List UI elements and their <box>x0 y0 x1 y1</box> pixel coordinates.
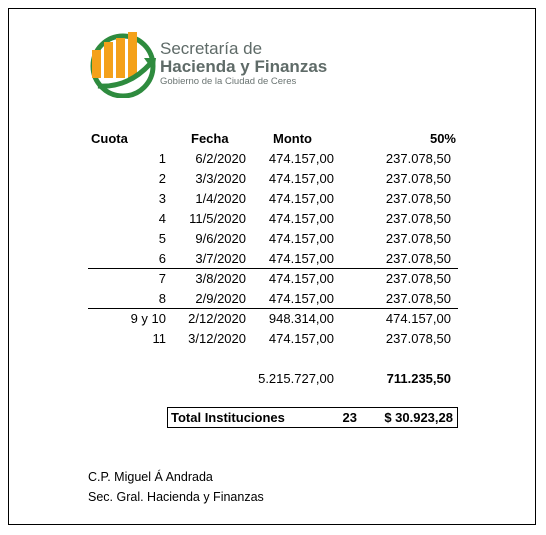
table-cell-pct: 237.078,50 <box>385 331 451 346</box>
table-cell-monto: 474.157,00 <box>268 191 334 206</box>
total-pct: 711.235,50 <box>386 371 451 386</box>
table-cell-monto: 474.157,00 <box>268 291 334 306</box>
table-cell-monto: 474.157,00 <box>268 151 334 166</box>
table-cell-cuota: 9 y 10 <box>130 311 166 326</box>
table-cell-cuota: 7 <box>158 271 166 286</box>
table-cell-pct: 237.078,50 <box>385 251 451 266</box>
table-cell-pct: 237.078,50 <box>385 291 451 306</box>
col-header-fecha: Fecha <box>191 131 229 146</box>
table-cell-fecha: 1/4/2020 <box>195 191 246 206</box>
table-cell-monto: 474.157,00 <box>268 271 334 286</box>
table-cell-pct: 237.078,50 <box>385 151 451 166</box>
table-cell-cuota: 5 <box>158 231 166 246</box>
instituciones-amount: $ 30.923,28 <box>384 410 453 425</box>
table-cell-pct: 237.078,50 <box>385 271 451 286</box>
table-cell-fecha: 3/12/2020 <box>188 331 246 346</box>
logo-text <box>160 40 327 88</box>
table-cell-monto: 474.157,00 <box>268 231 334 246</box>
table-cell-cuota: 2 <box>158 171 166 186</box>
table-cell-fecha: 3/7/2020 <box>195 251 246 266</box>
table-cell-cuota: 4 <box>158 211 166 226</box>
table-cell-fecha: 2/9/2020 <box>195 291 246 306</box>
signature-name: C.P. Miguel Á Andrada <box>88 470 213 484</box>
table-cell-fecha: 2/12/2020 <box>188 311 246 326</box>
row-separator <box>88 308 458 309</box>
instituciones-label: Total Instituciones <box>171 410 285 425</box>
table-cell-fecha: 9/6/2020 <box>195 231 246 246</box>
table-cell-monto: 474.157,00 <box>268 211 334 226</box>
table-cell-fecha: 3/8/2020 <box>195 271 246 286</box>
logo-line2: Hacienda y Finanzas <box>160 57 328 76</box>
total-monto: 5.215.727,00 <box>258 371 334 386</box>
table-cell-monto: 948.314,00 <box>268 311 334 326</box>
table-cell-cuota: 8 <box>158 291 166 306</box>
table-cell-pct: 237.078,50 <box>385 231 451 246</box>
table-cell-monto: 474.157,00 <box>268 331 334 346</box>
table-cell-pct: 237.078,50 <box>385 191 451 206</box>
table-cell-pct: 237.078,50 <box>385 211 451 226</box>
logo-line3: Gobierno de la Ciudad de Ceres <box>160 76 297 87</box>
table-cell-fecha: 3/3/2020 <box>195 171 246 186</box>
table-cell-cuota: 3 <box>158 191 166 206</box>
table-cell-monto: 474.157,00 <box>268 171 334 186</box>
table-cell-fecha: 6/2/2020 <box>195 151 246 166</box>
signature-title: Sec. Gral. Hacienda y Finanzas <box>88 490 264 504</box>
row-separator <box>88 268 458 269</box>
table-cell-cuota: 11 <box>152 331 166 346</box>
table-cell-monto: 474.157,00 <box>268 251 334 266</box>
col-header-monto: Monto <box>273 131 312 146</box>
col-header-pct: 50% <box>429 131 456 146</box>
table-cell-fecha: 11/5/2020 <box>189 211 246 226</box>
logo-line1: Secretaría de <box>160 39 263 58</box>
table-cell-pct: 474.157,00 <box>385 311 451 326</box>
table-cell-cuota: 6 <box>158 251 166 266</box>
table-cell-pct: 237.078,50 <box>385 171 451 186</box>
col-header-cuota: Cuota <box>91 131 128 146</box>
table-cell-cuota: 1 <box>158 151 166 166</box>
instituciones-count: 23 <box>342 410 357 425</box>
